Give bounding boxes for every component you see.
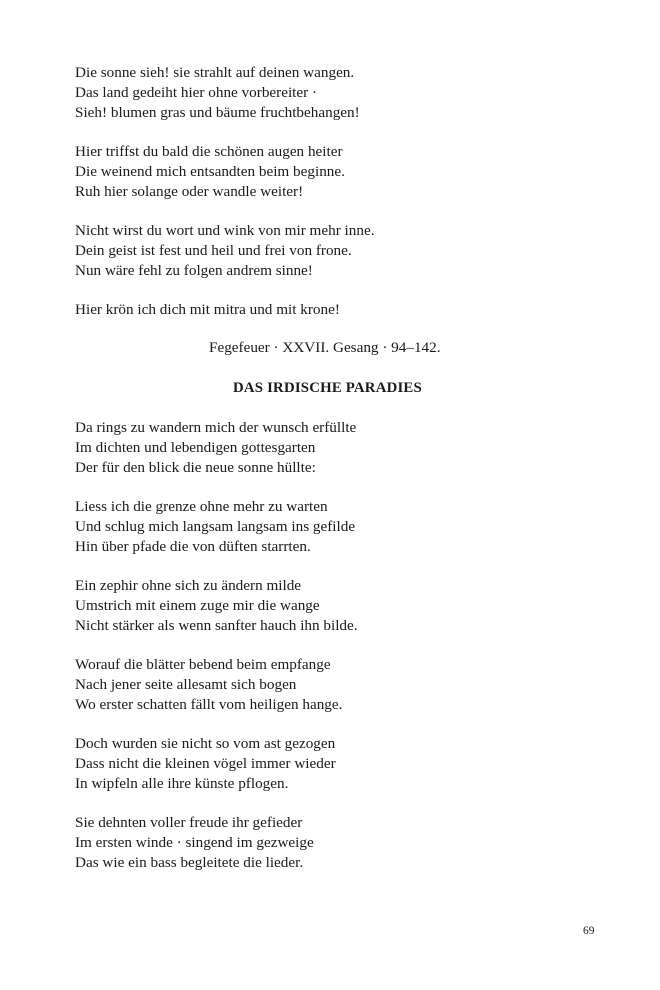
verse-line: Der für den blick die neue sonne hüllte: [75, 459, 316, 476]
stanza [75, 497, 595, 557]
verse-line: Da rings zu wandern mich der wunsch erfüllte [75, 419, 357, 436]
verse-line: Worauf die blätter bebend beim empfange [75, 656, 331, 673]
verse-line: Dass nicht die kleinen vögel immer wieder [75, 755, 336, 772]
citation: Fegefeuer · XXVII. Gesang · 94–142. [209, 339, 441, 356]
stanza [75, 63, 595, 123]
verse-line: Ein zephir ohne sich zu ändern milde [75, 577, 302, 594]
verse-line: Ruh hier solange oder wandle weiter! [75, 183, 304, 200]
stanza [75, 813, 595, 873]
verse-line: Sieh! blumen gras und bäume fruchtbehangen! [75, 104, 360, 121]
verse-line: In wipfeln alle ihre künste pflogen. [75, 775, 289, 792]
verse-line: Dein geist ist fest und heil und frei von frone. [75, 242, 352, 259]
verse-line: Nach jener seite allesamt sich bogen [75, 676, 297, 693]
stanza [75, 655, 595, 715]
verse-line: Das land gedeiht hier ohne vorbereiter · [75, 84, 318, 101]
stanza [75, 418, 595, 478]
verse-line: Nicht wirst du wort und wink von mir mehr inne. [75, 222, 375, 239]
verse-line: Sie dehnten voller freude ihr gefieder [75, 814, 303, 831]
verse-line: Im dichten und lebendigen gottesgarten [75, 439, 316, 456]
stanza [75, 142, 595, 202]
section-title: DAS IRDISCHE PARADIES [233, 380, 422, 396]
verse-line: Hin über pfade die von düften starrten. [75, 538, 311, 555]
verse-line: Nun wäre fehl zu folgen andrem sinne! [75, 262, 313, 279]
verse-line: Das wie ein bass begleitete die lieder. [75, 854, 304, 871]
page-number: 69 [583, 925, 595, 937]
verse-line: Die sonne sieh! sie strahlt auf deinen wangen. [75, 64, 355, 81]
stanza [75, 221, 595, 281]
verse-line: Hier triffst du bald die schönen augen heiter [75, 143, 343, 160]
verse-line: Wo erster schatten fällt vom heiligen hange. [75, 696, 343, 713]
text-block [75, 63, 595, 892]
verse-line: Im ersten winde · singend im gezweige [75, 834, 314, 851]
stanza [75, 300, 595, 320]
verse-line: Und schlug mich langsam langsam ins gefilde [75, 518, 356, 535]
verse-line: Die weinend mich entsandten beim beginne. [75, 163, 345, 180]
stanza [75, 576, 595, 636]
verse-line: Umstrich mit einem zuge mir die wange [75, 597, 320, 614]
verse-line: Doch wurden sie nicht so vom ast gezogen [75, 735, 336, 752]
verse-line: Hier krön ich dich mit mitra und mit krone! [75, 301, 340, 318]
verse-line: Liess ich die grenze ohne mehr zu warten [75, 498, 328, 515]
stanza [75, 734, 595, 794]
verse-line: Nicht stärker als wenn sanfter hauch ihn bilde. [75, 617, 358, 634]
